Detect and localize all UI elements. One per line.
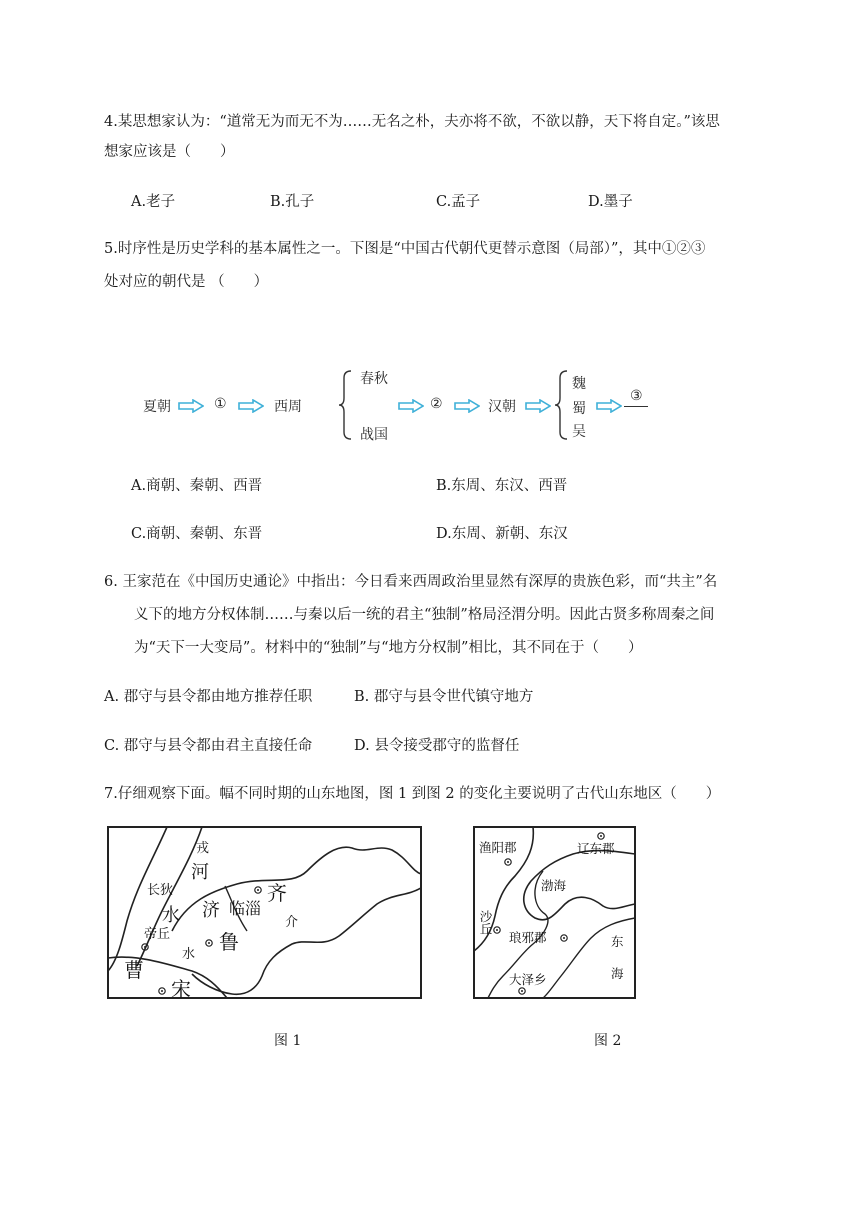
map1-label-cao: 曹 xyxy=(124,960,144,982)
map1-label-changdi: 长狄 xyxy=(147,882,174,897)
map1-label-ji: 济 xyxy=(202,900,220,920)
node-shu: 蜀 xyxy=(572,401,586,417)
map2-label-yuyang: 渔阳郡 xyxy=(479,841,517,855)
q7-stem: 7.仔细观察下面。幅不同时期的山东地图，图 1 到图 2 的变化主要说明了古代山东地区（ ） xyxy=(104,786,721,802)
map2-label-hai: 海 xyxy=(611,967,624,981)
q5-option-c: C.商朝、秦朝、东晋 xyxy=(131,526,263,542)
flow-arrow-icon xyxy=(525,399,551,413)
map2-label-bohai: 渤海 xyxy=(541,879,567,893)
map-figure-1 xyxy=(107,826,422,1000)
map-figure-2 xyxy=(473,826,636,1000)
map1-label-he: 河 xyxy=(191,862,209,882)
q4-stem-line1: 4.某思想家认为：“道常无为而无不为……无名之朴，夫亦将不欲，不欲以静，天下将自定。”该思 xyxy=(104,114,720,130)
node-circle-3: ③ xyxy=(630,388,643,404)
node-wu: 吴 xyxy=(572,424,586,440)
flow-arrow-icon xyxy=(238,399,264,413)
flow-arrow-icon xyxy=(454,399,480,413)
q6-option-a: A. 郡守与县令都由地方推荐任职 xyxy=(104,689,313,705)
map1-label-rong: 戎 xyxy=(196,840,210,855)
q4-option-c: C.孟子 xyxy=(436,194,481,210)
q5-stem-line1: 5.时序性是历史学科的基本属性之一。下图是“中国古代朝代更替示意图（局部）”，其中①②③ xyxy=(104,241,706,257)
map2-label-dazexiang: 大泽乡 xyxy=(509,973,547,987)
map1-label-lu: 鲁 xyxy=(219,932,239,954)
node-chunqiu: 春秋 xyxy=(360,371,388,387)
q4-stem-line2: 想家应该是（ ） xyxy=(104,144,235,160)
map1-label-jie: 介 xyxy=(285,914,299,929)
node-xizhou: 西周 xyxy=(274,399,302,415)
q5-option-a: A.商朝、秦朝、西晋 xyxy=(131,478,263,494)
q5-option-b: B.东周、东汉、西晋 xyxy=(436,478,568,494)
node-zhanguo: 战国 xyxy=(360,427,388,443)
map2-label-dong: 东 xyxy=(611,935,624,949)
node-circle-1: ① xyxy=(214,396,227,412)
map1-label-linzi: 临淄 xyxy=(229,901,262,918)
q6-option-c: C. 郡守与县令都由君主直接任命 xyxy=(104,738,313,754)
q6-option-b: B. 郡守与县令世代镇守地方 xyxy=(354,689,534,705)
q5-option-d: D.东周、新朝、东汉 xyxy=(436,526,568,542)
flow-arrow-icon xyxy=(178,399,204,413)
blank-line xyxy=(624,406,648,407)
map2-label-sha: 沙丘 xyxy=(478,910,492,935)
figure-1-caption: 图 1 xyxy=(274,1033,302,1049)
brace-icon xyxy=(554,370,568,440)
node-wei: 魏 xyxy=(572,376,586,392)
q5-stem-line2: 处对应的朝代是 （ ） xyxy=(104,274,269,290)
node-xia: 夏朝 xyxy=(143,399,171,415)
map2-label-langya: 琅邪郡 xyxy=(509,931,547,945)
map1-label-diqiu: 帝丘 xyxy=(144,926,171,941)
map1-label-song: 宋 xyxy=(171,979,191,1000)
brace-icon xyxy=(338,370,352,440)
flow-arrow-icon xyxy=(596,399,622,413)
node-circle-2: ② xyxy=(430,396,443,412)
q6-stem-line3: 为“天下一大变局”。材料中的“独制”与“地方分权制”相比，其不同在于（ ） xyxy=(134,640,643,656)
map1-label-shui2: 水 xyxy=(182,946,196,961)
q4-option-a: A.老子 xyxy=(131,194,176,210)
map1-label-shui: 水 xyxy=(162,905,180,925)
q6-option-d: D. 县令接受郡守的监督任 xyxy=(354,738,520,754)
flow-arrow-icon xyxy=(398,399,424,413)
q4-option-b: B.孔子 xyxy=(270,194,315,210)
map2-label-liaodong: 辽东郡 xyxy=(577,842,615,856)
figure-2-caption: 图 2 xyxy=(594,1033,622,1049)
dynasty-flow-diagram xyxy=(140,366,650,446)
q4-option-d: D.墨子 xyxy=(588,194,633,210)
map1-label-qi: 齐 xyxy=(267,883,287,905)
node-han: 汉朝 xyxy=(488,399,516,415)
q6-stem-line1: 6. 王家范在《中国历史通论》中指出：今日看来西周政治里显然有深厚的贵族色彩，而“共主”名 xyxy=(104,574,718,590)
q6-stem-line2: 义下的地方分权体制……与秦以后一统的君主“独制”格局泾渭分明。因此古贤多称周秦之间 xyxy=(134,607,715,623)
